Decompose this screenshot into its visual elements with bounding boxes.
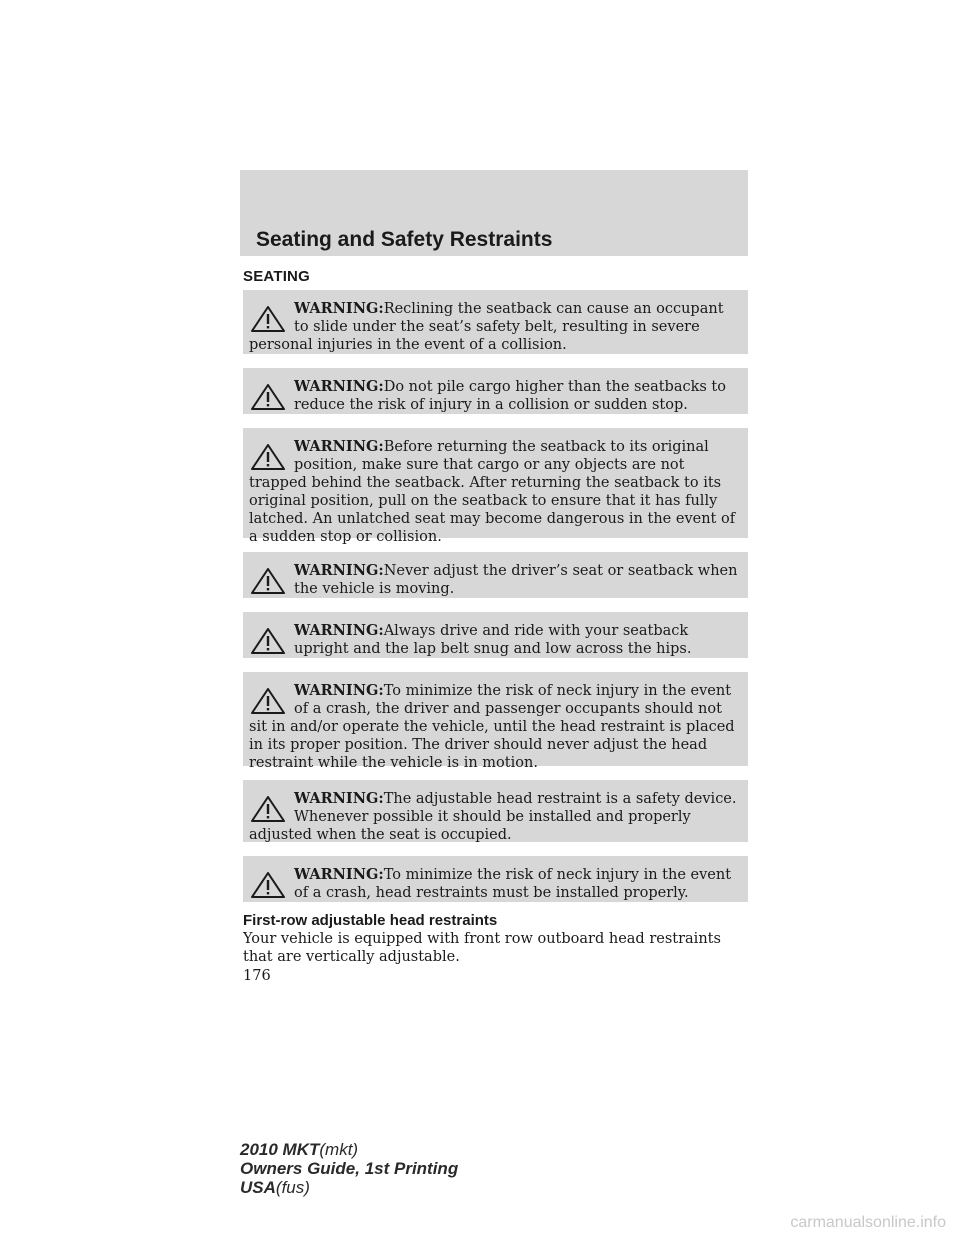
warning-triangle-icon [249,382,287,412]
footer-line-1: 2010 MKT(mkt) [240,1140,359,1159]
subsection-heading: First-row adjustable head restraints [243,912,498,929]
warning-text: To minimize the risk of neck injury in the event of a crash, head restraints must be installed properly. [294,867,732,901]
warning-triangle-icon [249,794,287,824]
warning-box [243,612,748,658]
warning-text: Do not pile cargo higher than the seatbacks to reduce the risk of injury in a collision or sudden stop. [294,379,726,413]
footer-line-3: USA(fus) [240,1178,310,1197]
warning-triangle-icon [249,304,287,334]
warning-label: WARNING: [294,682,384,699]
warning-text: Reclining the seatback can cause an occupant to slide under the seat’s safety belt, resulting in severe personal injuries in the event of a collision. [249,301,724,353]
warning-label: WARNING: [294,562,384,579]
body-paragraph: Your vehicle is equipped with front row outboard head restraints that are vertically adjustable. [243,931,721,965]
watermark-link[interactable]: carmanualsonline.info [790,1214,946,1231]
warning-text: Before returning the seatback to its original position, make sure that cargo or any objects are not trapped behind the seatback. After returning the seatback to its original position, pull on the seatback to ensure that it has fully latched. An unlatched seat may become dangerous in the event of a sudden stop or collision. [249,439,736,545]
warning-text: Always drive and ride with your seatback upright and the lap belt snug and low across the hips. [294,623,692,657]
warning-box [243,672,748,771]
warning-text: To minimize the risk of neck injury in the event of a crash, the driver and passenger occupants should not sit in and/or operate the vehicle, until the head restraint is placed in its proper position. The driver should never adjust the head restraint while the vehicle is in motion. [249,683,735,771]
warning-label: WARNING: [294,866,384,883]
warning-text: The adjustable head restraint is a safety device. Whenever possible it should be installed and properly adjusted when the seat is occupied. [249,791,737,843]
warning-label: WARNING: [294,378,384,395]
warning-label: WARNING: [294,300,384,317]
warning-box [243,552,748,598]
warning-text: Never adjust the driver’s seat or seatback when the vehicle is moving. [294,563,738,597]
footer-line-2: Owners Guide, 1st Printing [240,1159,459,1178]
print-footer [240,1140,458,1197]
warning-box [243,428,748,545]
warning-label: WARNING: [294,438,384,455]
warning-box [243,780,748,842]
warning-triangle-icon [249,626,287,656]
page-title: Seating and Safety Restraints [256,228,553,251]
warning-triangle-icon [249,566,287,596]
warning-triangle-icon [249,442,287,472]
warning-triangle-icon [249,870,287,900]
warning-box [243,290,748,354]
page-number: 176 [243,968,271,984]
warning-box [243,856,748,902]
warning-label: WARNING: [294,622,384,639]
section-heading: SEATING [243,268,310,285]
warning-triangle-icon [249,686,287,716]
warning-box [243,368,748,414]
warning-label: WARNING: [294,790,384,807]
section-header-bar [240,170,748,256]
